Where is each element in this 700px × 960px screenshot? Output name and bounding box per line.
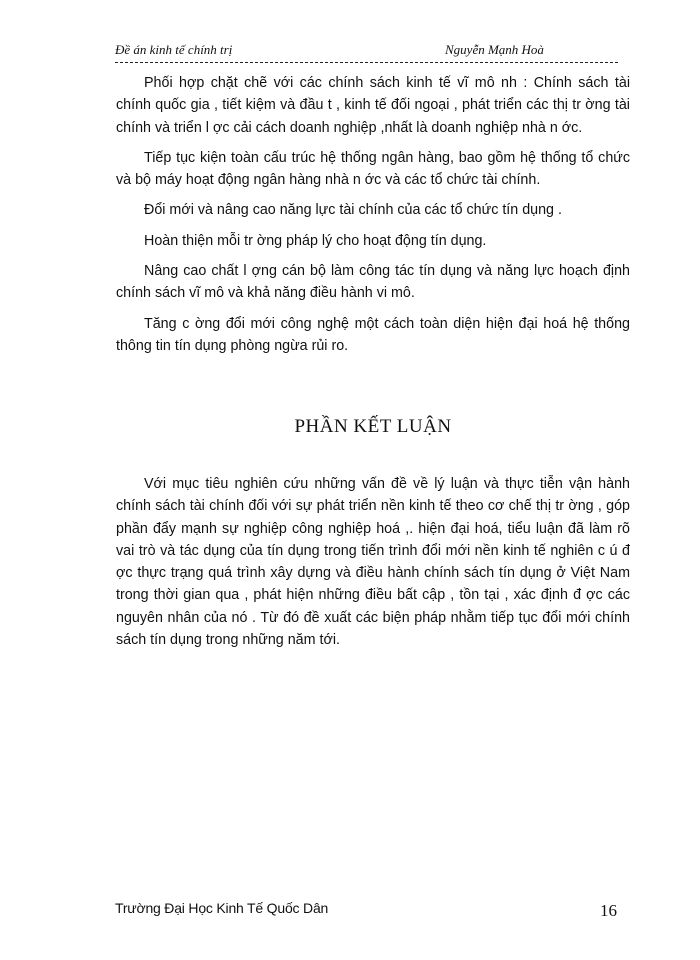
- paragraph: Phối hợp chặt chẽ với các chính sách kinh tế vĩ mô nh : Chính sách tài chính quốc gia , tiết kiệm và đầu t , kinh tế đối ngoại , phát triển các thị tr ờng tài chính và triển l ợc cải cách doanh nghiệp ,nhất là doanh nghiệp nhà n ớc.: [116, 75, 630, 136]
- section-title: PHẦN KẾT LUẬN: [294, 416, 452, 437]
- body-text: [116, 72, 630, 365]
- paragraph: Nâng cao chất l ợng cán bộ làm công tác tín dụng và năng lực hoạch định chính sách vĩ mô và khả năng điều hành vi mô.: [116, 263, 630, 302]
- header-author: Nguyễn Mạnh Hoà: [445, 42, 544, 57]
- paragraph: Tiếp tục kiện toàn cấu trúc hệ thống ngân hàng, bao gồm hệ thống tổ chức và bộ máy hoạt động ngân hàng nhà n ớc và các tổ chức tài chính.: [116, 149, 630, 189]
- paragraph: Tăng c ờng đổi mới công nghệ một cách toàn diện hiện đại hoá hệ thống thông tin tín dụng phòng ngừa rủi ro.: [116, 315, 630, 354]
- footer-school: Trường Đại Học Kinh Tế Quốc Dân: [115, 900, 329, 916]
- header-document-title: Đề án kinh tế chính trị: [115, 42, 233, 57]
- conclusion-text: [116, 473, 630, 651]
- page-number: 16: [600, 901, 617, 920]
- paragraph: Hoàn thiện mỗi tr ờng pháp lý cho hoạt động tín dụng.: [144, 232, 487, 249]
- conclusion-paragraph: Với mục tiêu nghiên cứu những vấn đề về lý luận và thực tiễn vận hành chính sách tài chính đối với sự phát triển nền kinh tế theo cơ chế thị tr ờng , góp phần đẩy mạnh sự nghiệp công nghiệp hoá ,. hiện đại hoá, tiểu luận đã làm rõ vai trò và tác dụng của tín dụng trong tiến trình đổi mới nền kinh tế nghiên c ú đ ợc thực trạng quá trình xây dựng và điều hành chính sách tín dụng ở Việt Nam trong thời gian qua , phát hiện những điều bất cập , tồn tại , xác định đ ợc các nguyên nhân của nó . Từ đó đề xuất các biện pháp nhằm tiếp tục đổi mới chính sách tín dụng trong những năm tới.: [116, 476, 630, 649]
- page-header: [115, 42, 615, 64]
- header-divider: [115, 62, 618, 63]
- paragraph: Đổi mới và nâng cao năng lực tài chính của các tổ chức tín dụng .: [144, 202, 562, 219]
